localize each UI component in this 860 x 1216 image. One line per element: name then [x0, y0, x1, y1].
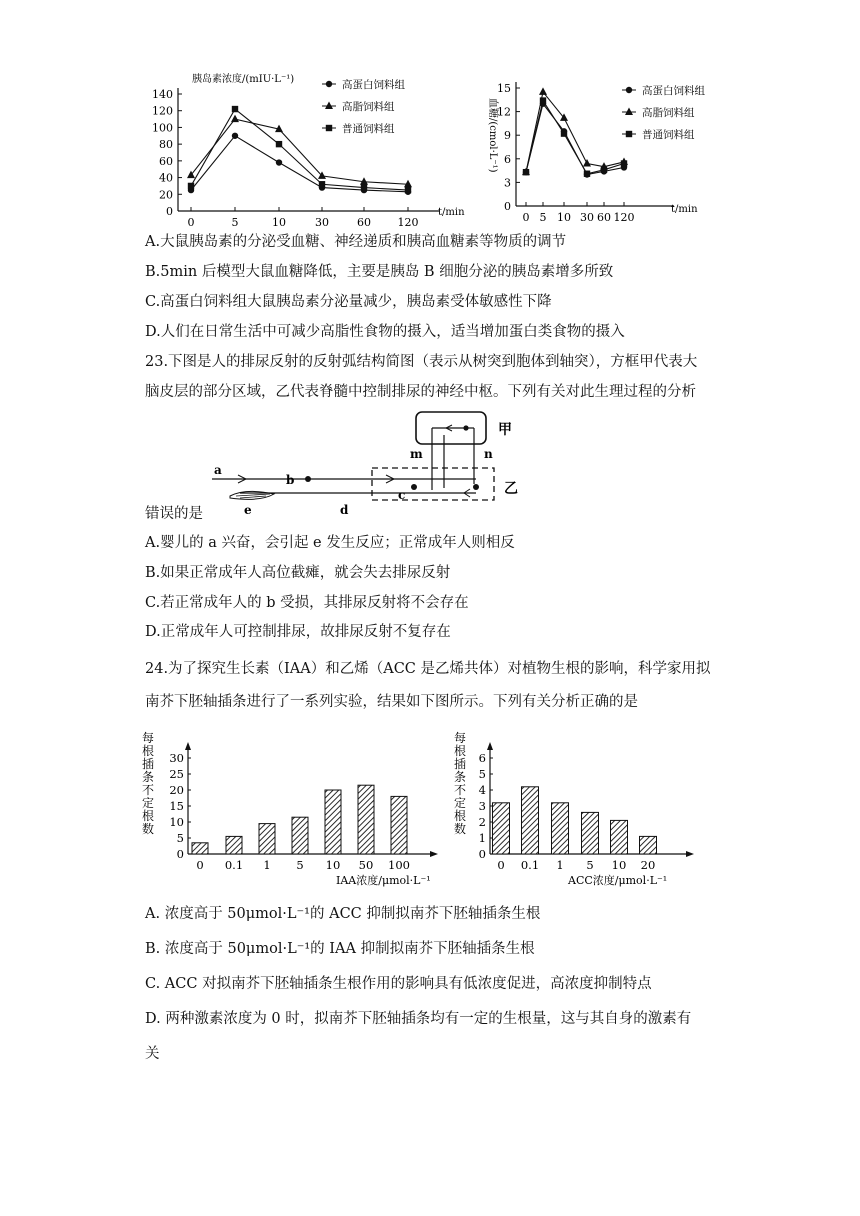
glucose-point [561, 130, 567, 136]
acc-xtick-label: 0.1 [520, 858, 540, 872]
iaa-xtick-label: 100 [388, 858, 410, 872]
acc-ytick-label: 0 [478, 847, 486, 861]
acc-bar [582, 812, 599, 854]
iaa-ytick-label: 0 [176, 847, 184, 861]
insulin-chart-xlabel: t/min [438, 207, 465, 218]
insulin-xtick-label: 0 [187, 216, 195, 229]
glucose-point [539, 87, 547, 95]
q23-stem-1: 23.下图是人的排尿反射的反射弧结构简图（表示从树突到胞体到轴突），方框甲代表大 [145, 354, 698, 370]
label-e: e [244, 503, 252, 517]
iaa-chart-xlabel: IAA浓度/μmol·L⁻¹ [336, 874, 431, 887]
iaa-xtick-label: 50 [358, 858, 374, 872]
acc-ylabel-char: 根 [453, 744, 467, 758]
iaa-ylabel-char: 不 [141, 783, 155, 797]
acc-ytick-label: 4 [478, 783, 486, 797]
glucose-series-line [526, 92, 624, 172]
acc-xtick-label: 0 [497, 858, 505, 872]
glucose-point [523, 169, 529, 175]
insulin-point [276, 141, 282, 147]
insulin-ytick-label: 120 [152, 104, 173, 118]
iaa-ylabel-char: 定 [141, 796, 155, 810]
insulin-point [361, 184, 367, 190]
q22-option-b: B.5min 后模型大鼠血糖降低，主要是胰岛 B 细胞分泌的胰岛素增多所致 [145, 264, 614, 280]
insulin-ytick-label: 20 [159, 188, 173, 202]
q24-option-b: B. 浓度高于 50μmol·L⁻¹的 IAA 抑制拟南芥下胚轴插条生根 [145, 941, 535, 957]
q24-option-d-line1: D. 两种激素浓度为 0 时，拟南芥下胚轴插条均有一定的生根量，这与其自身的激素有 [145, 1011, 692, 1027]
acc-ylabel-char: 根 [453, 809, 467, 823]
iaa-ylabel-char: 插 [141, 757, 155, 771]
iaa-ytick-label: 15 [169, 799, 184, 813]
insulin-xtick-label: 30 [315, 216, 329, 229]
insulin-ytick-label: 100 [152, 121, 173, 135]
iaa-bar [391, 796, 407, 854]
acc-bar [611, 820, 628, 854]
acc-bar-chart [452, 728, 692, 893]
label-m: m [410, 447, 423, 461]
acc-x-arrow [686, 851, 694, 857]
acc-ytick-label: 5 [478, 767, 486, 781]
q22-option-c: C.高蛋白饲料组大鼠胰岛素分泌量减少，胰岛素受体敏感性下降 [145, 294, 552, 310]
acc-ylabel-char: 插 [453, 757, 467, 771]
q24-option-d-line2: 关 [145, 1046, 160, 1062]
acc-chart-xlabel: ACC浓度/μmol·L⁻¹ [568, 874, 668, 887]
acc-ylabel-char: 数 [453, 822, 467, 836]
q23-option-a: A.婴儿的 a 兴奋，会引起 e 发生反应；正常成年人则相反 [145, 535, 515, 551]
q23-stem-3: 错误的是 [145, 506, 203, 522]
glucose-ytick-label: 0 [504, 200, 511, 213]
q24-stem-1: 24.为了探究生长素（IAA）和乙烯（ACC 是乙烯共体）对植物生根的影响，科学家用拟 [145, 661, 711, 677]
label-a: a [214, 463, 222, 477]
insulin-xtick-label: 5 [231, 216, 239, 229]
glucose-chart-ylabel: 血糖/(cmol·L⁻¹) [487, 98, 498, 173]
insulin-point [232, 106, 238, 112]
acc-ylabel-char: 不 [453, 783, 467, 797]
glucose-xtick-label: 120 [613, 211, 635, 224]
insulin-ytick-label: 40 [159, 171, 173, 185]
label-jia: 甲 [498, 422, 512, 438]
q23-option-d: D.正常成年人可控制排尿，故排尿反射不复存在 [145, 624, 451, 640]
insulin-ytick-label: 0 [166, 205, 173, 218]
glucose-ytick-label: 12 [497, 105, 511, 119]
iaa-bar [292, 817, 308, 854]
q23-stem-2: 脑皮层的部分区域，乙代表脊髓中控制排尿的神经中枢。下列有关对此生理过程的分析 [145, 384, 696, 400]
insulin-ytick-label: 140 [152, 88, 173, 101]
acc-xtick-label: 20 [640, 858, 656, 872]
glucose-point [583, 159, 591, 167]
insulin-ytick-label: 60 [159, 154, 173, 168]
glucose-point [601, 167, 607, 173]
insulin-point [231, 115, 239, 123]
insulin-chart [140, 70, 470, 229]
iaa-ylabel-char: 根 [141, 809, 155, 823]
insulin-ytick-label: 80 [159, 138, 173, 152]
iaa-xtick-label: 0 [196, 858, 204, 872]
glucose-legend-marker [626, 87, 632, 93]
iaa-xtick-label: 1 [263, 858, 271, 872]
acc-xtick-label: 5 [586, 858, 594, 872]
q22-option-a: A.大鼠胰岛素的分泌受血糖、神经递质和胰高血糖素等物质的调节 [145, 234, 567, 250]
spinal-center-box [372, 468, 494, 500]
iaa-ytick-label: 20 [169, 783, 184, 797]
glucose-xtick-label: 10 [557, 211, 571, 224]
glucose-legend-label: 普通饲料组 [642, 129, 695, 141]
acc-ylabel-char: 条 [453, 770, 467, 784]
iaa-ytick-label: 25 [169, 767, 184, 781]
acc-xtick-label: 1 [556, 858, 564, 872]
insulin-legend-marker [326, 125, 332, 131]
insulin-point [232, 133, 238, 139]
q23-option-c: C.若正常成年人的 b 受损，其排尿反射将不会存在 [145, 595, 469, 611]
glucose-ytick-label: 15 [497, 82, 511, 95]
insulin-legend-label: 高脂饲料组 [342, 101, 395, 113]
glucose-xtick-label: 60 [597, 211, 611, 224]
q24-stem-2: 南芥下胚轴插条进行了一系列实验，结果如下图所示。下列有关分析正确的是 [145, 694, 638, 710]
glucose-xtick-label: 0 [522, 211, 530, 224]
label-c: c [398, 488, 406, 502]
acc-y-arrow [487, 742, 493, 750]
iaa-bar [226, 836, 242, 854]
glucose-chart [478, 78, 738, 224]
iaa-bar [358, 785, 374, 854]
iaa-ylabel-char: 数 [141, 822, 155, 836]
iaa-bar [325, 790, 341, 854]
acc-bar [493, 803, 510, 854]
acc-ylabel-char: 定 [453, 796, 467, 810]
glucose-ytick-label: 3 [504, 176, 511, 190]
insulin-legend-label: 高蛋白饲料组 [342, 79, 405, 91]
q23-option-b: B.如果正常成年人高位截瘫，就会失去排尿反射 [145, 565, 451, 581]
acc-ytick-label: 3 [478, 799, 486, 813]
iaa-y-arrow [185, 742, 191, 750]
insulin-xtick-label: 10 [272, 216, 286, 229]
iaa-ylabel-char: 每 [141, 731, 155, 745]
insulin-point [405, 187, 411, 193]
glucose-point [584, 171, 590, 177]
acc-bar [640, 836, 657, 854]
iaa-ytick-label: 5 [176, 831, 184, 845]
glucose-legend-marker [626, 131, 632, 137]
insulin-legend-marker [325, 102, 333, 110]
glucose-legend-marker [625, 108, 633, 116]
glucose-point [621, 160, 627, 166]
insulin-legend-marker [326, 81, 332, 87]
iaa-xtick-label: 5 [296, 858, 304, 872]
insulin-point [404, 180, 412, 188]
glucose-series-line [526, 101, 624, 174]
insulin-chart-ylabel: 胰岛素浓度/(mIU·L⁻¹) [192, 74, 295, 85]
acc-ytick-label: 1 [478, 831, 486, 845]
label-n: n [484, 447, 493, 461]
q24-option-a: A. 浓度高于 50μmol·L⁻¹的 ACC 抑制拟南芥下胚轴插条生根 [145, 906, 541, 922]
glucose-point [540, 97, 546, 103]
insulin-point [188, 183, 194, 189]
glucose-ytick-label: 6 [504, 152, 511, 166]
glucose-xtick-label: 5 [539, 211, 547, 224]
iaa-xtick-label: 0.1 [224, 858, 244, 872]
label-d: d [340, 503, 349, 517]
acc-xtick-label: 10 [611, 858, 627, 872]
glucose-chart-xlabel: t/min [671, 204, 698, 215]
iaa-x-arrow [430, 851, 438, 857]
label-yi: 乙 [504, 481, 518, 497]
q22-option-d: D.人们在日常生活中可减少高脂性食物的摄入，适当增加蛋白类食物的摄入 [145, 324, 625, 340]
insulin-xtick-label: 120 [397, 216, 419, 229]
label-b: b [286, 473, 295, 487]
iaa-ytick-label: 30 [169, 751, 184, 765]
acc-ytick-label: 6 [478, 751, 486, 765]
glucose-legend-label: 高脂饲料组 [642, 107, 695, 119]
q24-option-c: C. ACC 对拟南芥下胚轴插条生根作用的影响具有低浓度促进，高浓度抑制特点 [145, 976, 652, 992]
glucose-ytick-label: 9 [504, 129, 511, 143]
acc-bar [522, 787, 539, 854]
reflex-arc-diagram [200, 408, 620, 518]
iaa-bar-chart [140, 728, 450, 893]
iaa-xtick-label: 10 [325, 858, 341, 872]
iaa-ylabel-char: 条 [141, 770, 155, 784]
glucose-xtick-label: 30 [580, 211, 594, 224]
insulin-point [276, 159, 282, 165]
insulin-point [319, 181, 325, 187]
insulin-legend-label: 普通饲料组 [342, 123, 395, 135]
iaa-bar [192, 843, 208, 854]
acc-ytick-label: 2 [478, 815, 486, 829]
insulin-xtick-label: 60 [357, 216, 371, 229]
acc-ylabel-char: 每 [453, 731, 467, 745]
iaa-bar [259, 824, 275, 854]
glucose-legend-label: 高蛋白饲料组 [642, 85, 705, 97]
iaa-ylabel-char: 根 [141, 744, 155, 758]
acc-bar [552, 803, 569, 854]
iaa-ytick-label: 10 [169, 815, 184, 829]
